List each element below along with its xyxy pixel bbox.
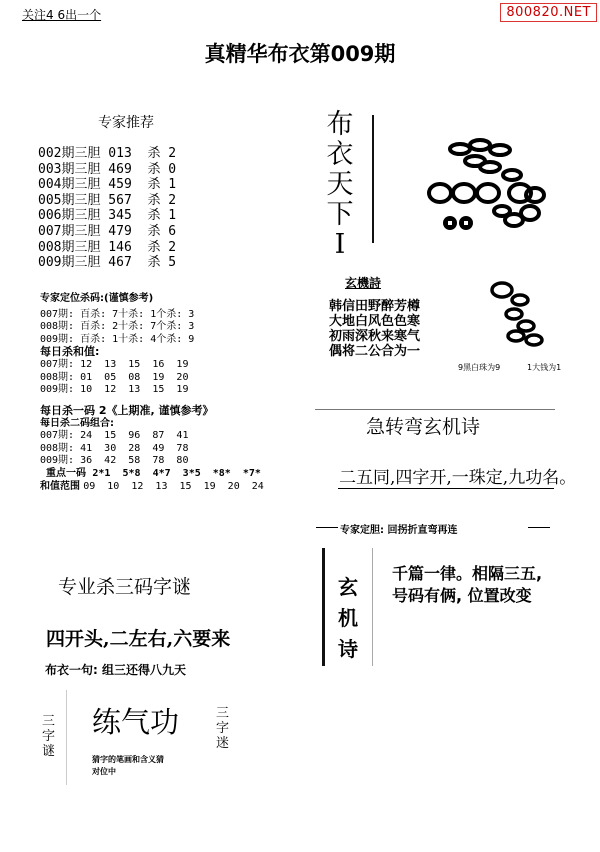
bottom-riddle-left-label: 三字谜 xyxy=(42,714,56,759)
position-kill-row: 008期: 百杀: 2十杀: 7个杀: 3 xyxy=(40,321,195,333)
expert-rec-row: 009期三胆 467 杀 5 xyxy=(38,255,177,271)
site-watermark: 800820.NET xyxy=(500,3,597,22)
daily-sum-row: 009期: 10 12 13 15 19 xyxy=(40,384,189,396)
expert-dan-divider xyxy=(372,548,373,666)
expert-dan-vertical-title xyxy=(336,572,360,665)
jizhuan-heading: 急转弯玄机诗 xyxy=(366,416,481,438)
poem-box-lines xyxy=(329,299,420,359)
bottom-riddle-hint-1: 猜字的笔画和含义猜 xyxy=(92,755,164,764)
buyi-char: 下 xyxy=(326,199,354,230)
expert-dan-char: 玄 xyxy=(338,575,358,599)
bottom-riddle-hint-2: 对位中 xyxy=(92,767,116,776)
expert-rec-list xyxy=(38,146,176,271)
buyi-char: 衣 xyxy=(326,139,354,170)
buyi-char: I xyxy=(334,229,346,260)
poem-line: 初雨深秋来寒气 xyxy=(329,329,421,344)
expert-dan-banner: 专家定胆: 回拐折直弯再连 xyxy=(340,525,458,536)
daily-one-heading: 每日杀一码 2《上期准, 谨慎参考》 xyxy=(40,404,214,417)
expert-rec-row: 008期三胆 146 杀 2 xyxy=(38,239,177,255)
riddle-main: 四开头,二左右,六要来 xyxy=(46,628,231,650)
jizhuan-line: 二五同,四字开,一珠定,九功名。 xyxy=(339,468,577,488)
bottom-riddle-word: 练气功 xyxy=(92,705,180,739)
expert-rec-row: 006期三胆 345 杀 1 xyxy=(38,208,177,224)
expert-dan-left-bar xyxy=(322,548,325,666)
focus-label: 重点一码 xyxy=(46,467,86,479)
expert-dan-line: 千篇一律。相隔三五, xyxy=(392,564,543,583)
expert-rec-row: 007期三胆 479 杀 6 xyxy=(38,223,177,239)
position-kill-block xyxy=(40,293,194,397)
expert-dan-char: 诗 xyxy=(338,637,358,661)
poem-line: 偶将二公合为一 xyxy=(329,344,421,359)
position-kill-heading: 专家定位杀码:(谨慎参考) xyxy=(40,293,154,304)
expert-dan-line: 号码有俩, 位置改变 xyxy=(392,586,532,605)
jizhuan-underline xyxy=(338,488,554,489)
poem-caption-left: 9黑白珠为9 xyxy=(458,363,501,372)
expert-dan-char: 机 xyxy=(338,606,358,630)
daily-one-row: 008期: 41 30 28 49 78 xyxy=(40,442,189,454)
expert-rec-row: 005期三胆 567 杀 2 xyxy=(38,192,177,208)
bottom-riddle-right-label: 三字迷 xyxy=(216,706,230,751)
position-kill-row: 009期: 百杀: 1十杀: 4个杀: 9 xyxy=(40,333,195,345)
buyi-char: 天 xyxy=(326,169,354,200)
poem-line: 大地白风色色寒 xyxy=(329,314,421,329)
daily-sum-row: 008期: 01 05 08 19 20 xyxy=(40,371,189,383)
buyi-divider xyxy=(372,115,374,243)
riddle-heading: 专业杀三码字谜 xyxy=(58,576,192,598)
poem-line: 韩信田野醉芳樽 xyxy=(329,299,421,314)
coins-beads-illustration xyxy=(420,135,560,245)
expert-rec-row: 003期三胆 469 杀 0 xyxy=(38,161,177,177)
daily-one-row: 007期: 24 15 96 87 41 xyxy=(40,430,189,442)
coin-chain-illustration xyxy=(480,278,550,350)
riddle-line: 布衣一句: 组三还得八九天 xyxy=(45,663,186,677)
buyi-char: 布 xyxy=(326,109,354,140)
follow-note: 关注4 6出一个 xyxy=(22,8,102,22)
sum-range-label: 和值范围 xyxy=(40,480,80,492)
page-title: 真精华布衣第009期 xyxy=(204,42,396,66)
banner-rule-left xyxy=(316,527,338,528)
bottom-riddle-divider xyxy=(66,690,67,785)
expert-rec-row: 002期三胆 013 杀 2 xyxy=(38,146,177,161)
sum-range-values: 09 10 12 13 15 19 20 24 xyxy=(83,480,264,492)
expert-rec-row: 004期三胆 459 杀 1 xyxy=(38,177,177,193)
poem-box-heading: 玄機詩 xyxy=(345,276,382,290)
poem-caption-right: 1大钱为1 xyxy=(527,363,562,372)
focus-values: 2*1 5*8 4*7 3*5 *8* *7* xyxy=(92,467,261,479)
expert-dan-lines xyxy=(392,563,542,607)
daily-one-row: 009期: 36 42 58 78 80 xyxy=(40,455,189,467)
daily-sum-row: 007期: 12 13 15 16 19 xyxy=(40,358,189,370)
daily-one-subheading: 每日杀二码组合: xyxy=(40,417,114,429)
jizhuan-top-rule xyxy=(315,409,555,410)
daily-one-block xyxy=(40,405,264,493)
buyi-vertical-title xyxy=(320,110,360,260)
banner-rule-right xyxy=(528,527,550,528)
daily-sum-heading: 每日杀和值: xyxy=(40,345,100,359)
expert-rec-heading: 专家推荐 xyxy=(98,115,154,131)
position-kill-row: 007期: 百杀: 7十杀: 1个杀: 3 xyxy=(40,308,195,320)
